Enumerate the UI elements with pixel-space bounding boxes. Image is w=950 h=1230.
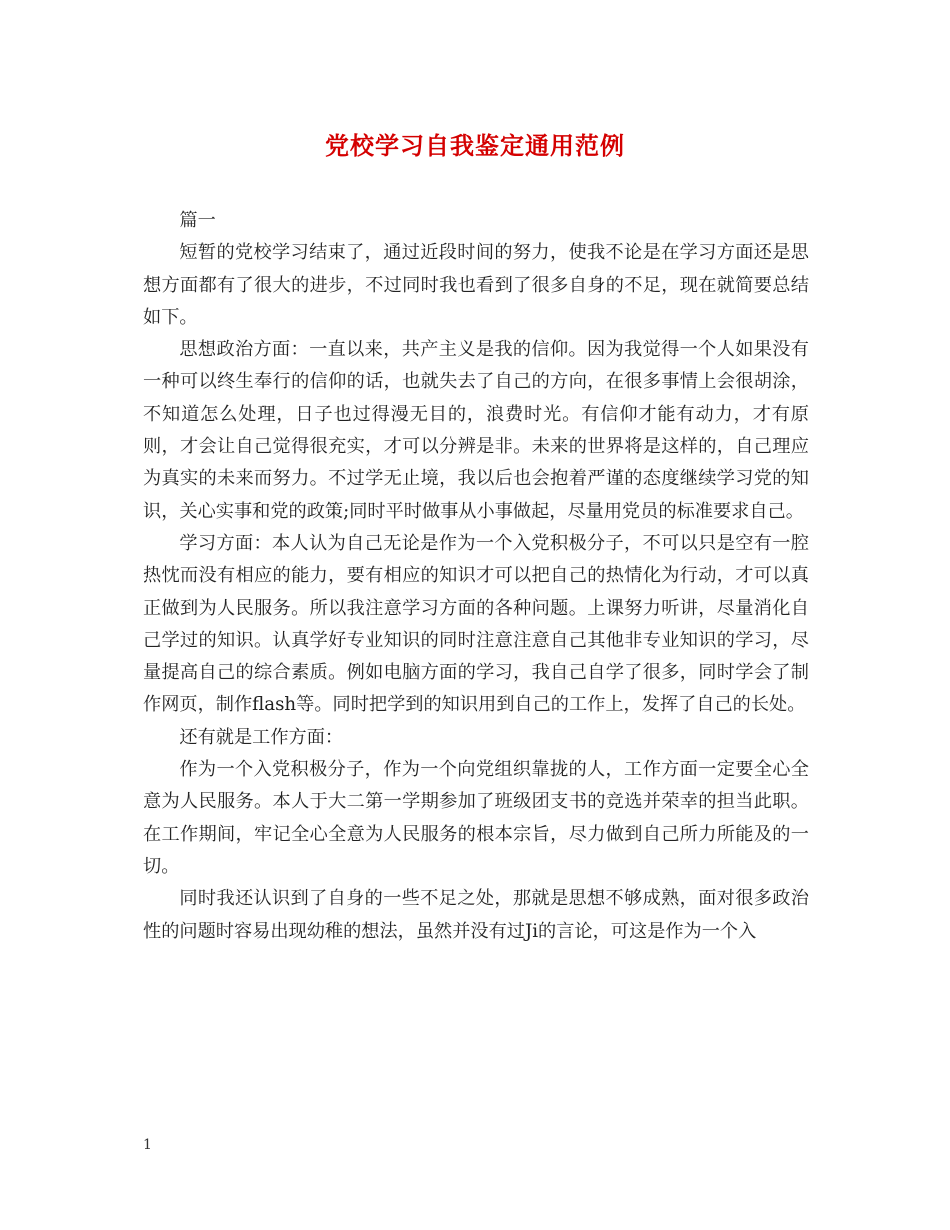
paragraph-shortcomings: 同时我还认识到了自身的一些不足之处，那就是思想不够成熟，面对很多政治性的问题时容易出现幼稚的想法，虽然并没有过Ji的言论，可这是作为一个入 <box>143 888 809 942</box>
paragraph-study: 学习方面：本人认为自己无论是作为一个入党积极分子，不可以只是空有一腔热忱而没有相应的能力，要有相应的知识才可以把自己的热情化为行动，才可以真正做到为人民服务。所以我注意学习方面的各种问题。上课努力听讲，尽量消化自己学过的知识。认真学好专业知识的同时注意注意自己其他非专业知识的学习，尽量提高自己的综合素质。例如电脑方面的学习，我自己自学了很多，同时学会了制作网页，制作flash等。同时把学到的知识用到自己的工作上，发挥了自己的长处。 <box>143 532 809 716</box>
section-heading: 篇一 <box>179 210 216 231</box>
document-title: 党校学习自我鉴定通用范例 <box>325 131 625 160</box>
paragraph-ideology: 思想政治方面：一直以来，共产主义是我的信仰。因为我觉得一个人如果没有一种可以终生奉行的信仰的话，也就失去了自己的方向，在很多事情上会很胡涂，不知道怎么处理，日子也过得漫无目的，浪费时光。有信仰才能有动力，才有原则，才会让自己觉得很充实，才可以分辨是非。未来的世界将是这样的，自己理应为真实的未来而努力。不过学无止境，我以后也会抱着严谨的态度继续学习党的知识，关心实事和党的政策;同时平时做事从小事做起，尽量用党员的标准要求自己。 <box>143 339 809 522</box>
paragraph-work-heading: 还有就是工作方面： <box>179 726 344 748</box>
paragraph-work: 作为一个入党积极分子，作为一个向党组织靠拢的人，工作方面一定要全心全意为人民服务。本人于大二第一学期参加了班级团支书的竞选并荣幸的担当此职。在工作期间，牢记全心全意为人民服务的根本宗旨，尽力做到自己所力所能及的一切。 <box>143 759 809 877</box>
paragraph-intro: 短暂的党校学习结束了，通过近段时间的努力，使我不论是在学习方面还是思想方面都有了很大的进步，不过同时我也看到了很多自身的不足，现在就简要总结如下。 <box>143 242 809 328</box>
document-body <box>143 205 809 948</box>
page-number: 1 <box>143 1137 152 1153</box>
